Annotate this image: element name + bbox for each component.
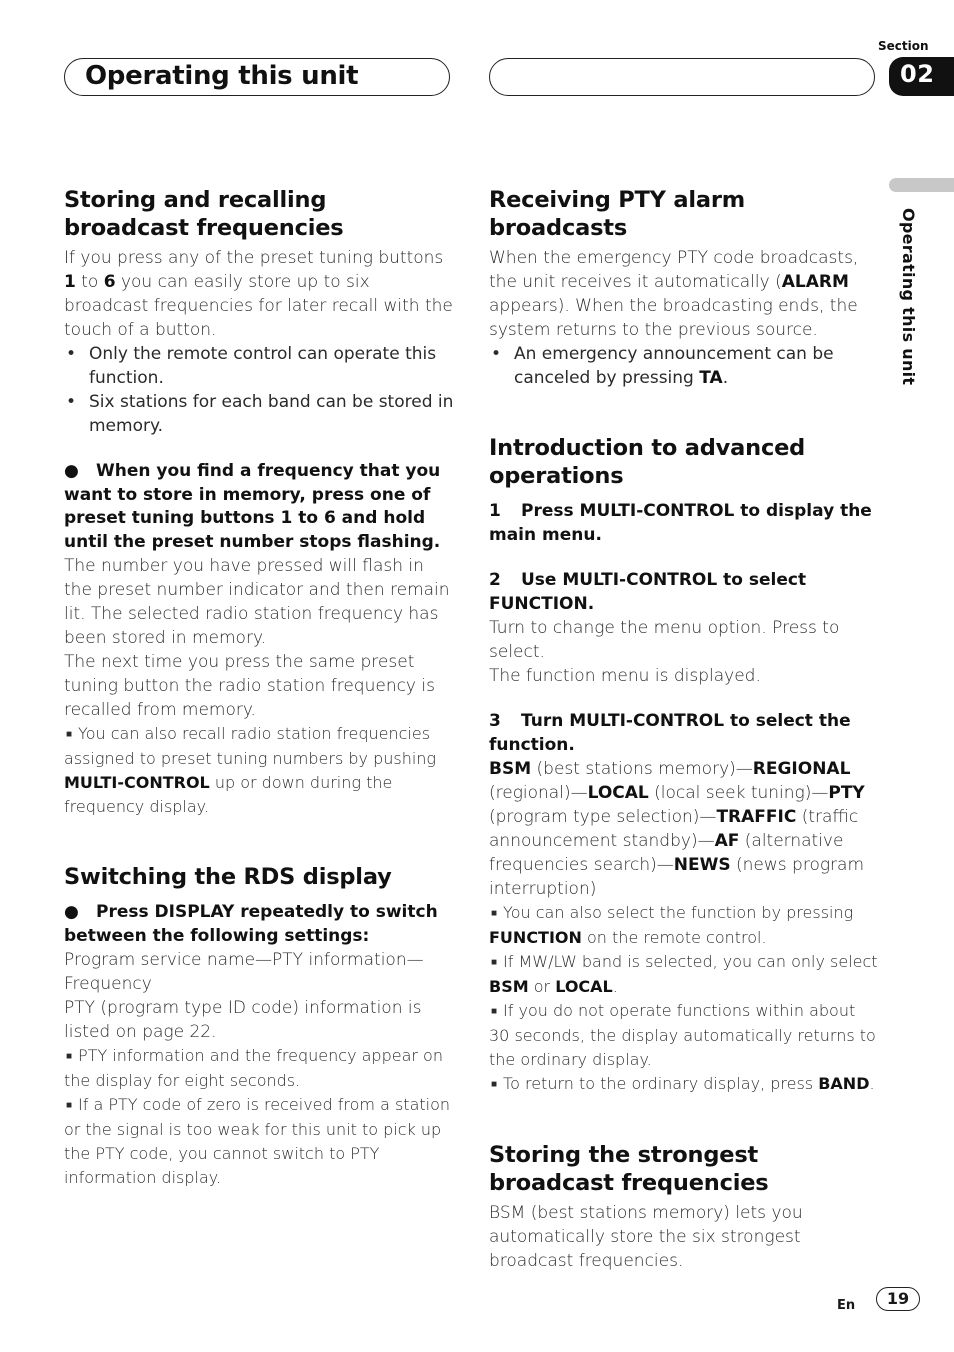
- side-section-label: Operating this unit: [899, 208, 918, 386]
- bullet-list: [64, 342, 454, 438]
- paragraph: BSM (best stations memory) lets you automatically store the six strongest broadcast frequencies.: [489, 1203, 803, 1271]
- bold-text: TRAFFIC: [716, 807, 797, 827]
- bullet-list: [489, 342, 879, 390]
- text: If you do not operate functions within about 30 seconds, the display automatically returns to the ordinary display.: [489, 1001, 876, 1069]
- list-item: • Only the remote control can operate this function.: [64, 342, 454, 390]
- note: [489, 950, 879, 999]
- note-marker-icon: ■: [491, 908, 498, 919]
- bold-text: BAND: [818, 1074, 870, 1093]
- text: appears). When the broadcasting ends, the system returns to the previous source.: [489, 296, 858, 340]
- page-title: Operating this unit: [85, 61, 359, 91]
- bold-text: BSM: [489, 759, 532, 779]
- heading-storing-strongest: Storing the strongest broadcast frequencies: [489, 1142, 769, 1196]
- text: (local seek tuning)—: [648, 783, 829, 803]
- bold-text: REGIONAL: [752, 759, 851, 779]
- left-column: [64, 186, 454, 1190]
- list-item: • Six stations for each band can be stored in memory.: [64, 390, 454, 438]
- bold-text: FUNCTION: [489, 928, 582, 947]
- step-text: Press DISPLAY repeatedly to switch between the following settings:: [64, 902, 438, 946]
- heading-pty-alarm: Receiving PTY alarm broadcasts: [489, 187, 746, 241]
- text: You can also recall radio station frequencies assigned to preset tuning numbers by pushing: [64, 724, 437, 768]
- bold-text: 6: [103, 272, 116, 292]
- note-marker-icon: ■: [66, 1051, 73, 1062]
- text: (regional)—: [489, 783, 588, 803]
- note-marker-icon: ■: [66, 729, 73, 740]
- heading-storing-recalling: Storing and recalling broadcast frequencies: [64, 187, 344, 241]
- numbered-step: [489, 569, 879, 616]
- note-marker-icon: ■: [66, 1100, 73, 1111]
- bold-text: PTY: [828, 783, 865, 803]
- section-number-badge: 02: [889, 57, 954, 96]
- text: you can easily store up to six broadcast frequencies for later recall with the touch of a button.: [64, 272, 453, 340]
- note-marker-icon: ■: [491, 957, 498, 968]
- text: .: [722, 368, 729, 388]
- paragraph: PTY (program type ID code) information is listed on page 22.: [64, 998, 422, 1042]
- text: up or down during the frequency display.: [64, 773, 393, 816]
- text: (program type selection)—: [489, 807, 717, 827]
- header-blank-frame: [489, 58, 875, 96]
- step-text: Press MULTI-CONTROL to display the main menu.: [489, 501, 872, 545]
- note: [64, 1093, 454, 1190]
- text: .: [869, 1074, 875, 1093]
- list-item: [489, 342, 879, 390]
- text: (best stations memory)—: [531, 759, 753, 779]
- text: An emergency announcement can be canceled by pressing: [514, 344, 834, 388]
- note: [64, 1044, 454, 1093]
- text: (alternative frequencies search)—: [489, 831, 844, 875]
- bold-text: NEWS: [673, 855, 731, 875]
- heading-rds-display: Switching the RDS display: [64, 864, 392, 890]
- note: [489, 999, 879, 1072]
- text: If you press any of the preset tuning buttons: [64, 248, 444, 268]
- instruction-step: [64, 901, 454, 948]
- note: [489, 1072, 879, 1097]
- numbered-step: [489, 500, 879, 547]
- numbered-step: [489, 710, 879, 757]
- note-marker-icon: ■: [491, 1006, 498, 1017]
- text: to: [75, 272, 104, 292]
- step-bullet-icon: ●: [64, 461, 79, 481]
- bold-text: LOCAL: [587, 783, 649, 803]
- paragraph: The number you have pressed will flash in the preset number indicator and then remain lit. The selected radio station frequency has been stored in memory.: [64, 556, 450, 648]
- text: If a PTY code of zero is received from a station or the signal is too weak for this unit to pick up the PTY code, you cannot switch to PTY information display.: [64, 1095, 451, 1187]
- text: To return to the ordinary display, press: [503, 1074, 819, 1093]
- note-marker-icon: ■: [491, 1079, 498, 1090]
- instruction-step: [64, 460, 454, 554]
- step-number: 3: [489, 711, 501, 731]
- text: If MW/LW band is selected, you can only select: [503, 952, 878, 971]
- bold-text: AF: [714, 831, 740, 851]
- right-column: [489, 186, 879, 1273]
- side-tab-marker: [889, 178, 954, 192]
- paragraph: The next time you press the same preset tuning button the radio station frequency is recalled from memory.: [64, 652, 435, 720]
- bold-text: ALARM: [781, 272, 849, 292]
- text: When the emergency PTY code broadcasts, the unit receives it automatically (: [489, 248, 859, 292]
- text: or: [528, 977, 556, 996]
- heading-advanced-operations: Introduction to advanced operations: [489, 435, 806, 489]
- paragraph: Turn to change the menu option. Press to select.: [489, 618, 840, 662]
- bold-text: TA: [699, 368, 723, 388]
- page-number: 19: [876, 1287, 920, 1311]
- step-text: When you find a frequency that you want to store in memory, press one of preset tuning buttons 1 to 6 and hold until the preset number stops flashing.: [64, 461, 441, 552]
- note: [489, 901, 879, 950]
- step-text: Use MULTI-CONTROL to select FUNCTION.: [489, 570, 807, 614]
- text: You can also select the function by pressing: [503, 903, 854, 922]
- function-list: [489, 757, 879, 901]
- step-text: Turn MULTI-CONTROL to select the function.: [489, 711, 851, 755]
- text: (news program interruption): [489, 855, 865, 899]
- text: (traffic announcement standby)—: [489, 807, 859, 851]
- header-title-frame: [64, 58, 450, 96]
- footer-language: En: [837, 1298, 856, 1313]
- section-label: Section: [878, 39, 929, 53]
- step-bullet-icon: ●: [64, 902, 79, 922]
- bold-text: LOCAL: [555, 977, 613, 996]
- paragraph: [489, 246, 879, 342]
- note: [64, 722, 454, 819]
- text: .: [612, 977, 618, 996]
- step-number: 1: [489, 501, 501, 521]
- bold-text: 1: [64, 272, 76, 292]
- text: PTY information and the frequency appear on the display for eight seconds.: [64, 1046, 443, 1090]
- text: on the remote control.: [581, 928, 767, 947]
- paragraph: Program service name—PTY information—Frequency: [64, 950, 424, 994]
- bold-text: BSM: [489, 977, 529, 996]
- step-number: 2: [489, 570, 501, 590]
- paragraph: [64, 246, 454, 342]
- bold-text: MULTI-CONTROL: [64, 773, 210, 792]
- paragraph: The function menu is displayed.: [489, 666, 761, 686]
